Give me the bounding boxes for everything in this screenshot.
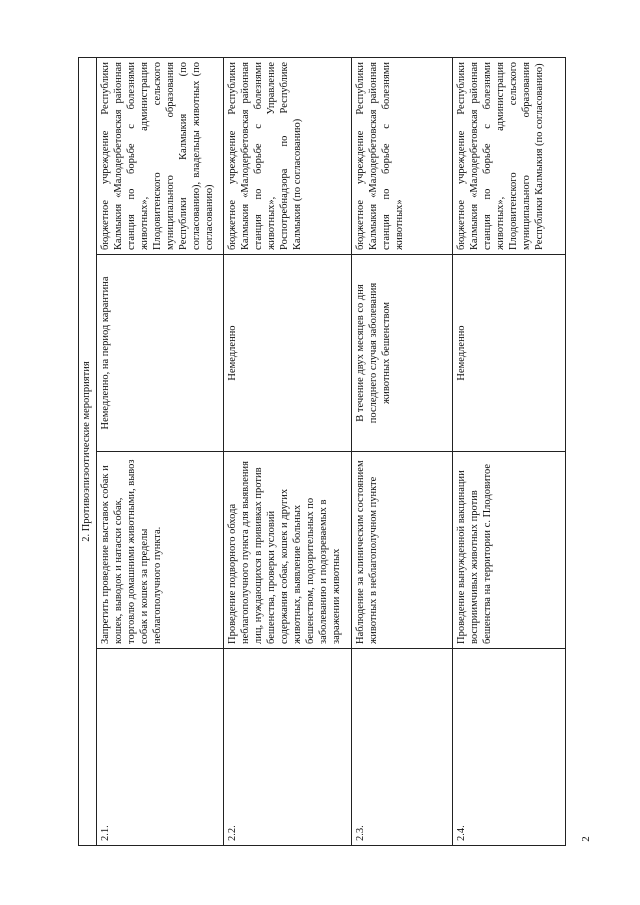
row-action: Наблюдение за клиническим состоянием животных в неблагополучном пункте (352, 452, 453, 649)
row-action: Запретить проведение выставок собак и кошек, выводок и натаски собак, торговлю домашними животными, вывоз собак и кошек за пределы неблагополучного пункта. (96, 452, 223, 649)
row-term: Немедленно (223, 255, 351, 452)
row-number: 2.1. (96, 649, 223, 846)
row-action: Проведение вынужденной вакцинации восприимчивых животных против бешенства на территории с. Плодовитое (453, 452, 566, 649)
row-term: Немедленно, на период карантина (96, 255, 223, 452)
table-row (453, 58, 566, 846)
row-number: 2.3. (352, 649, 453, 846)
page-number: 2 (579, 836, 592, 842)
row-number: 2.4. (453, 649, 566, 846)
row-term: В течение двух месяцев со дня последнего случая заболевания животных бешенством (352, 255, 453, 452)
section-title: 2. Противоэпизоотические мероприятия (79, 58, 97, 846)
row-executor: бюджетное учреждение Республики Калмыкия «Малодербетовская районная станция по борьбе с болезнями животных», администрация Плодовитенского сельского муниципального образования Республики Калмыкия (по согласованию) (453, 58, 566, 255)
row-term: Немедленно (453, 255, 566, 452)
table-row (96, 58, 223, 846)
row-executor: бюджетное учреждение Республики Калмыкия «Малодербетовская районная станция по борьбе с болезнями животных» (352, 58, 453, 255)
row-executor: бюджетное учреждение Республики Калмыкия «Малодербетовская районная станция по борьбе с болезнями животных», Управление Роспотребнадзора по Республике Калмыкия (по согласованию) (223, 58, 351, 255)
row-number: 2.2. (223, 649, 351, 846)
measures-table (78, 57, 566, 846)
section-header-row (79, 58, 97, 846)
rotated-table-sheet (78, 57, 566, 846)
row-action: Проведение подворного обхода неблагополучного пункта для выявления лиц, нуждающихся в прививках против бешенства, проверки условий содержания собак, кошек и других животных, выявление больных бешенством, подозрительных по заболеванию и подозреваемых в заражении животных (223, 452, 351, 649)
table-row (223, 58, 351, 846)
row-executor: бюджетное учреждение Республики Калмыкия «Малодербетовская районная станция по борьбе с болезнями животных», администрация Плодовитенского сельского муниципального образования Республики Калмыкия (по согласованию), владельцы животных (по согласованию) (96, 58, 223, 255)
table-row (352, 58, 453, 846)
